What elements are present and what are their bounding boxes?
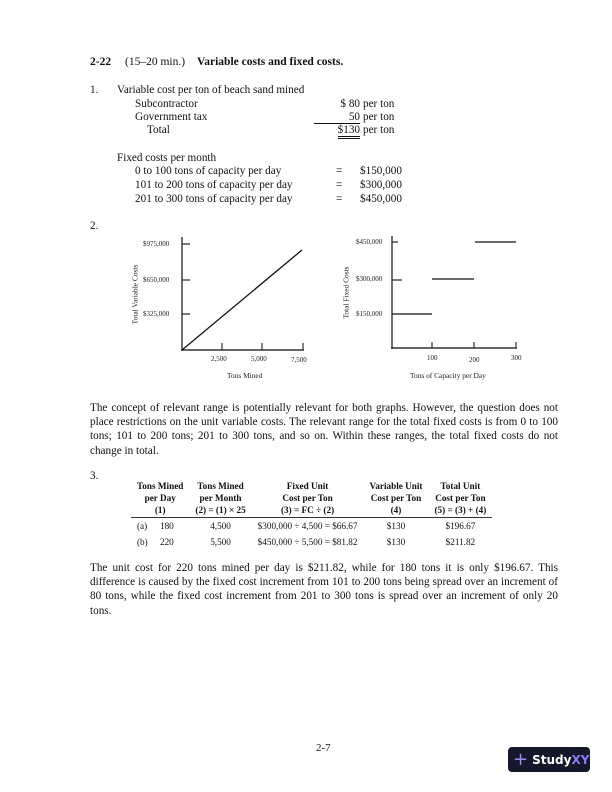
variable-item-unit: per ton <box>363 111 395 123</box>
y-tick-label: $150,000 <box>356 310 383 318</box>
y-tick-label: $650,000 <box>143 276 170 284</box>
col-header-3-line2: Cost per Ton <box>282 493 333 503</box>
part3-number: 3. <box>90 470 99 482</box>
y-tick-label: $325,000 <box>143 310 170 318</box>
row-label: (a) <box>137 521 148 531</box>
cell-fixed-unit-cost: $450,000 ÷ 5,500 = $81.82 <box>257 537 358 547</box>
x-tick-label: 100 <box>427 354 438 362</box>
fixed-item-amount: $150,000 <box>360 165 402 177</box>
variable-item-amount-value: 50 <box>314 112 360 124</box>
x-tick-label: 2,500 <box>211 355 227 363</box>
col-header-1-line2: per Day <box>144 493 176 503</box>
page-number: 2-7 <box>316 742 331 754</box>
x-axis-title: Tons of Capacity per Day <box>410 371 486 380</box>
fixed-item-label: 0 to 100 tons of capacity per day <box>135 165 282 177</box>
relevant-range-paragraph: The concept of relevant range is potentially relevant for both graphs. However, the question does not place restrictions on the unit variable costs. The relevant range for the total fixed costs is from 0 to 100 tons; 101 to 200 tons; 201 to 300 tons, and so on. Within these ranges, the total fixed costs do not change in total. <box>90 402 558 457</box>
problem-number: 2-22 <box>90 56 112 68</box>
fixed-item-label: 101 to 200 tons of capacity per day <box>135 179 293 191</box>
y-tick-label: $450,000 <box>356 238 383 246</box>
y-axis-title: Total Variable Costs <box>130 264 140 325</box>
y-tick-label: $975,000 <box>143 240 170 248</box>
table-row <box>131 518 492 535</box>
col-header-1-line3: (1) <box>131 505 189 518</box>
problem-time: (15–20 min.) <box>125 56 186 68</box>
col-header-4-line3: (4) <box>363 505 428 518</box>
part1-number: 1. <box>90 84 99 96</box>
cell-fixed-unit-cost: $300,000 ÷ 4,500 = $66.67 <box>257 521 358 531</box>
variable-total-unit: per ton <box>363 124 395 136</box>
col-header-5-line1: Total Unit <box>440 481 481 491</box>
y-tick-label: $300,000 <box>356 275 383 283</box>
part2-number: 2. <box>90 220 99 232</box>
col-header-2-line2: per Month <box>199 493 242 503</box>
unit-cost-paragraph: The unit cost for 220 tons mined per day is $211.82, while for 180 tons it is only $196.67. This difference is caused by the fixed cost increment from 101 to 200 tons being spread over an increment of 80 tons, while the fixed cost increment from 201 to 300 tons is spread over an increment of only 20 tons. <box>90 562 558 617</box>
col-header-3-line3: (3) = FC ÷ (2) <box>252 505 364 518</box>
col-header-2-line1: Tons Mined <box>197 481 244 491</box>
fixed-heading: Fixed costs per month <box>117 152 217 164</box>
fixed-item-amount: $300,000 <box>360 179 402 191</box>
row-label: (b) <box>137 537 148 547</box>
badge-text-xy: XY <box>571 752 590 767</box>
x-tick-label: 5,000 <box>251 355 267 363</box>
col-header-2-line3: (2) = (1) × 25 <box>189 505 251 518</box>
variable-total-label: Total <box>147 124 170 136</box>
cell-variable-unit-cost: $130 <box>386 537 406 547</box>
variable-total-value: $130 <box>338 124 360 139</box>
studyxy-badge[interactable] <box>508 747 590 772</box>
fixed-item-eq: = <box>336 179 343 191</box>
col-header-3-line1: Fixed Unit <box>286 481 329 491</box>
cell-variable-unit-cost: $130 <box>386 521 406 531</box>
col-header-5-line2: Cost per Ton <box>435 493 486 503</box>
variable-heading: Variable cost per ton of beach sand mined <box>117 84 305 96</box>
y-axis-title: Total Fixed Costs <box>341 266 351 319</box>
fixed-item-eq: = <box>336 165 343 177</box>
x-axis-title: Tons Mined <box>227 371 263 380</box>
fixed-item-label: 201 to 300 tons of capacity per day <box>135 193 293 205</box>
fixed-item-amount: $450,000 <box>360 193 402 205</box>
cell-tons-per-month: 4,500 <box>210 521 231 531</box>
problem-title: Variable costs and fixed costs. <box>197 56 344 68</box>
variable-item-amount: $ 80 <box>340 98 360 110</box>
col-header-5-line3: (5) = (3) + (4) <box>429 505 493 518</box>
plus-icon: + <box>513 748 529 770</box>
variable-item-label: Subcontractor <box>135 98 198 110</box>
col-header-4-line1: Variable Unit <box>369 481 423 491</box>
cell-tons-per-month: 5,500 <box>210 537 231 547</box>
col-header-4-line2: Cost per Ton <box>370 493 422 503</box>
col-header-1-line1: Tons Mined <box>137 481 184 491</box>
table-row <box>131 534 492 550</box>
cell-tons-per-day: 180 <box>159 521 174 531</box>
badge-text-study: Study <box>532 752 572 767</box>
fixed-item-eq: = <box>336 193 343 205</box>
cell-total-unit-cost: $196.67 <box>445 521 476 531</box>
cell-total-unit-cost: $211.82 <box>445 537 476 547</box>
x-tick-label: 300 <box>511 354 522 362</box>
cell-tons-per-day: 220 <box>159 537 174 547</box>
x-tick-label: 200 <box>469 356 480 364</box>
unit-cost-table <box>131 481 492 550</box>
variable-item-label: Government tax <box>135 111 208 123</box>
x-tick-label: 7,500 <box>291 356 307 364</box>
variable-item-unit: per ton <box>363 98 395 110</box>
